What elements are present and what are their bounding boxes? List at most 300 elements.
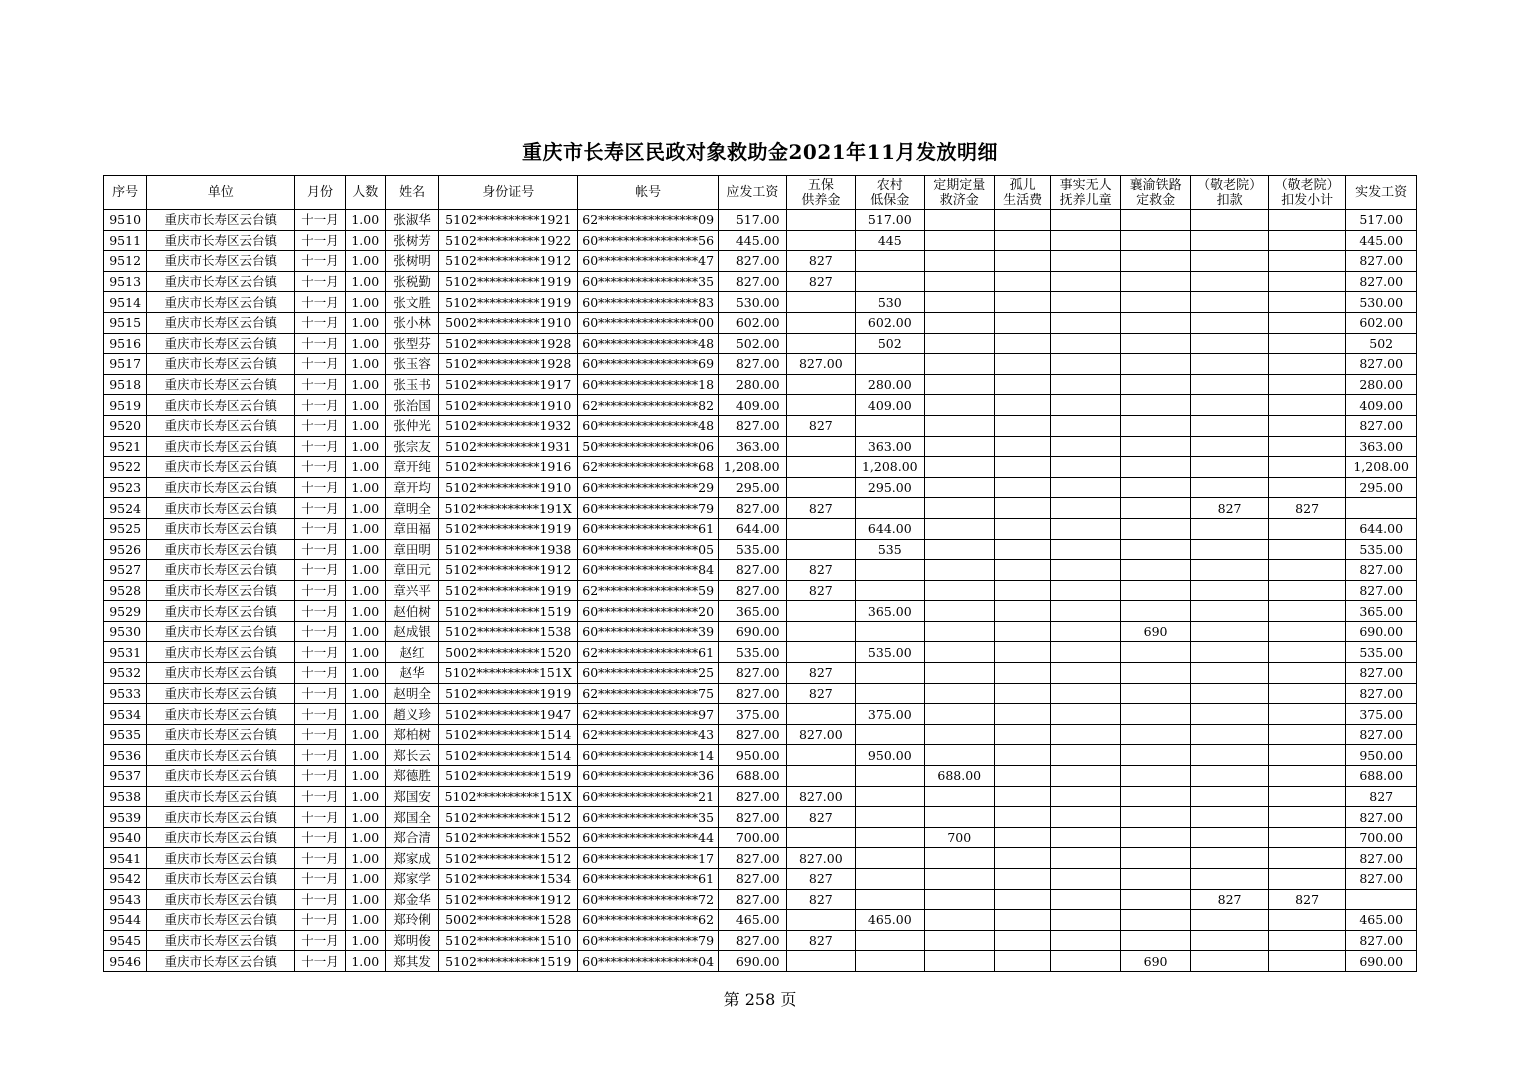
cell-jly-deduction [1191, 271, 1269, 292]
cell-dibao: 950.00 [856, 745, 924, 766]
cell-id-number: 5102**********1919 [439, 580, 578, 601]
cell-seq: 9535 [104, 724, 147, 745]
cell-name: 张税勤 [385, 271, 438, 292]
cell-guer [995, 827, 1051, 848]
cell-xiangyu [1120, 477, 1190, 498]
cell-count: 1.00 [345, 498, 385, 519]
cell-actual: 602.00 [1346, 312, 1417, 333]
cell-wubao: 827 [786, 889, 855, 910]
cell-month: 十一月 [295, 271, 345, 292]
cell-actual: 535.00 [1346, 539, 1417, 560]
cell-xiangyu [1120, 292, 1190, 313]
cell-account: 60****************35 [578, 271, 719, 292]
cell-shishi [1051, 560, 1120, 581]
cell-dibao [856, 889, 924, 910]
cell-unit: 重庆市长寿区云台镇 [147, 807, 295, 828]
cell-dibao [856, 786, 924, 807]
table-row [104, 539, 1417, 560]
cell-wubao [786, 230, 855, 251]
cell-month: 十一月 [295, 251, 345, 272]
cell-wubao [786, 601, 855, 622]
cell-payable: 644.00 [719, 518, 786, 539]
cell-account: 62****************09 [578, 210, 719, 231]
cell-count: 1.00 [345, 436, 385, 457]
cell-guer [995, 766, 1051, 787]
cell-account: 60****************21 [578, 786, 719, 807]
cell-name: 赵伯树 [385, 601, 438, 622]
cell-month: 十一月 [295, 518, 345, 539]
cell-jly-subtotal [1268, 724, 1346, 745]
cell-shishi [1051, 230, 1120, 251]
cell-jly-deduction [1191, 312, 1269, 333]
cell-payable: 465.00 [719, 910, 786, 931]
cell-payable: 827.00 [719, 889, 786, 910]
cell-actual: 827.00 [1346, 560, 1417, 581]
cell-count: 1.00 [345, 724, 385, 745]
cell-guer [995, 436, 1051, 457]
cell-month: 十一月 [295, 601, 345, 622]
cell-unit: 重庆市长寿区云台镇 [147, 621, 295, 642]
header-unit: 单位 [147, 176, 295, 210]
cell-seq: 9543 [104, 889, 147, 910]
cell-dibao: 517.00 [856, 210, 924, 231]
cell-xiangyu [1120, 498, 1190, 519]
cell-id-number: 5102**********1510 [439, 930, 578, 951]
cell-account: 60****************48 [578, 415, 719, 436]
header-dibao: 农村 低保金 [856, 176, 924, 210]
cell-name: 郑明俊 [385, 930, 438, 951]
cell-jly-deduction [1191, 827, 1269, 848]
cell-xiangyu [1120, 312, 1190, 333]
cell-actual: 827.00 [1346, 580, 1417, 601]
cell-name: 张小林 [385, 312, 438, 333]
cell-dingqi [924, 930, 994, 951]
cell-unit: 重庆市长寿区云台镇 [147, 560, 295, 581]
cell-xiangyu [1120, 930, 1190, 951]
cell-month: 十一月 [295, 930, 345, 951]
cell-seq: 9544 [104, 910, 147, 931]
cell-unit: 重庆市长寿区云台镇 [147, 457, 295, 478]
cell-seq: 9526 [104, 539, 147, 560]
cell-id-number: 5102**********1921 [439, 210, 578, 231]
cell-dibao [856, 807, 924, 828]
cell-dibao: 445 [856, 230, 924, 251]
cell-unit: 重庆市长寿区云台镇 [147, 539, 295, 560]
cell-unit: 重庆市长寿区云台镇 [147, 354, 295, 375]
header-dingqi: 定期定量 救济金 [924, 176, 994, 210]
table-row [104, 498, 1417, 519]
cell-seq: 9510 [104, 210, 147, 231]
cell-name: 郑其发 [385, 951, 438, 972]
cell-unit: 重庆市长寿区云台镇 [147, 518, 295, 539]
table-row [104, 210, 1417, 231]
cell-month: 十一月 [295, 395, 345, 416]
cell-name: 郑柏树 [385, 724, 438, 745]
cell-shishi [1051, 539, 1120, 560]
cell-account: 62****************68 [578, 457, 719, 478]
cell-seq: 9521 [104, 436, 147, 457]
cell-xiangyu [1120, 642, 1190, 663]
cell-jly-subtotal [1268, 312, 1346, 333]
cell-id-number: 5102**********1912 [439, 889, 578, 910]
cell-id-number: 5102**********1912 [439, 560, 578, 581]
cell-dibao [856, 621, 924, 642]
cell-name: 章明全 [385, 498, 438, 519]
table-row [104, 374, 1417, 395]
cell-jly-deduction [1191, 251, 1269, 272]
cell-month: 十一月 [295, 683, 345, 704]
cell-name: 郑玲俐 [385, 910, 438, 931]
cell-dibao [856, 580, 924, 601]
table-row [104, 745, 1417, 766]
cell-name: 张仲光 [385, 415, 438, 436]
cell-payable: 690.00 [719, 951, 786, 972]
cell-payable: 602.00 [719, 312, 786, 333]
cell-dingqi [924, 601, 994, 622]
cell-payable: 827.00 [719, 724, 786, 745]
cell-payable: 827.00 [719, 560, 786, 581]
cell-shishi [1051, 621, 1120, 642]
cell-shishi [1051, 766, 1120, 787]
cell-dibao: 602.00 [856, 312, 924, 333]
cell-unit: 重庆市长寿区云台镇 [147, 580, 295, 601]
cell-xiangyu [1120, 663, 1190, 684]
cell-seq: 9531 [104, 642, 147, 663]
cell-jly-deduction [1191, 766, 1269, 787]
cell-month: 十一月 [295, 498, 345, 519]
cell-dingqi [924, 642, 994, 663]
table-row [104, 580, 1417, 601]
cell-actual: 445.00 [1346, 230, 1417, 251]
cell-account: 60****************79 [578, 498, 719, 519]
cell-month: 十一月 [295, 848, 345, 869]
cell-jly-deduction: 827 [1191, 498, 1269, 519]
cell-wubao: 827.00 [786, 354, 855, 375]
cell-dibao [856, 251, 924, 272]
cell-xiangyu [1120, 724, 1190, 745]
cell-unit: 重庆市长寿区云台镇 [147, 642, 295, 663]
cell-unit: 重庆市长寿区云台镇 [147, 930, 295, 951]
cell-count: 1.00 [345, 848, 385, 869]
cell-jly-deduction [1191, 786, 1269, 807]
table-row [104, 292, 1417, 313]
cell-account: 60****************72 [578, 889, 719, 910]
cell-actual: 827.00 [1346, 251, 1417, 272]
cell-seq: 9520 [104, 415, 147, 436]
cell-account: 62****************61 [578, 642, 719, 663]
cell-count: 1.00 [345, 518, 385, 539]
cell-unit: 重庆市长寿区云台镇 [147, 704, 295, 725]
cell-payable: 827.00 [719, 271, 786, 292]
cell-shishi [1051, 930, 1120, 951]
cell-actual: 690.00 [1346, 951, 1417, 972]
cell-wubao [786, 312, 855, 333]
cell-wubao [786, 457, 855, 478]
cell-account: 60****************18 [578, 374, 719, 395]
header-shishi: 事实无人 抚养儿童 [1051, 176, 1120, 210]
header-month: 月份 [295, 176, 345, 210]
cell-actual: 375.00 [1346, 704, 1417, 725]
cell-account: 60****************14 [578, 745, 719, 766]
cell-unit: 重庆市长寿区云台镇 [147, 374, 295, 395]
cell-jly-deduction [1191, 910, 1269, 931]
cell-xiangyu [1120, 436, 1190, 457]
cell-guer [995, 601, 1051, 622]
cell-payable: 445.00 [719, 230, 786, 251]
cell-account: 60****************29 [578, 477, 719, 498]
cell-unit: 重庆市长寿区云台镇 [147, 827, 295, 848]
cell-dingqi [924, 457, 994, 478]
cell-account: 60****************47 [578, 251, 719, 272]
cell-unit: 重庆市长寿区云台镇 [147, 786, 295, 807]
cell-payable: 363.00 [719, 436, 786, 457]
cell-seq: 9536 [104, 745, 147, 766]
cell-dingqi [924, 910, 994, 931]
cell-unit: 重庆市长寿区云台镇 [147, 683, 295, 704]
cell-id-number: 5102**********151X [439, 663, 578, 684]
cell-dibao [856, 930, 924, 951]
page-number: 第 258 页 [723, 990, 797, 1009]
cell-actual [1346, 889, 1417, 910]
cell-payable: 535.00 [719, 539, 786, 560]
cell-shishi [1051, 415, 1120, 436]
cell-jly-subtotal [1268, 560, 1346, 581]
cell-jly-deduction [1191, 292, 1269, 313]
table-row [104, 642, 1417, 663]
cell-actual: 827.00 [1346, 415, 1417, 436]
cell-dingqi [924, 271, 994, 292]
cell-guer [995, 642, 1051, 663]
cell-dibao: 530 [856, 292, 924, 313]
cell-guer [995, 539, 1051, 560]
cell-shishi [1051, 910, 1120, 931]
cell-count: 1.00 [345, 374, 385, 395]
cell-payable: 827.00 [719, 498, 786, 519]
cell-account: 60****************61 [578, 518, 719, 539]
cell-wubao [786, 539, 855, 560]
cell-jly-subtotal [1268, 910, 1346, 931]
cell-account: 60****************44 [578, 827, 719, 848]
cell-month: 十一月 [295, 539, 345, 560]
cell-id-number: 5102**********1931 [439, 436, 578, 457]
cell-jly-subtotal [1268, 354, 1346, 375]
cell-guer [995, 580, 1051, 601]
cell-payable: 950.00 [719, 745, 786, 766]
cell-dingqi [924, 848, 994, 869]
cell-account: 60****************83 [578, 292, 719, 313]
cell-shishi [1051, 210, 1120, 231]
cell-dibao: 365.00 [856, 601, 924, 622]
cell-name: 张玉书 [385, 374, 438, 395]
cell-payable: 502.00 [719, 333, 786, 354]
cell-xiangyu [1120, 766, 1190, 787]
cell-jly-subtotal [1268, 786, 1346, 807]
cell-name: 郑合清 [385, 827, 438, 848]
table-row [104, 457, 1417, 478]
cell-seq: 9537 [104, 766, 147, 787]
cell-id-number: 5102**********1919 [439, 271, 578, 292]
cell-month: 十一月 [295, 724, 345, 745]
cell-month: 十一月 [295, 766, 345, 787]
cell-actual: 1,208.00 [1346, 457, 1417, 478]
cell-account: 60****************61 [578, 869, 719, 890]
cell-dibao: 535.00 [856, 642, 924, 663]
cell-dingqi [924, 210, 994, 231]
cell-seq: 9532 [104, 663, 147, 684]
cell-xiangyu [1120, 395, 1190, 416]
cell-dingqi [924, 621, 994, 642]
cell-jly-subtotal [1268, 457, 1346, 478]
cell-month: 十一月 [295, 621, 345, 642]
cell-dingqi [924, 807, 994, 828]
cell-payable: 827.00 [719, 663, 786, 684]
cell-name: 张文胜 [385, 292, 438, 313]
cell-wubao [786, 704, 855, 725]
cell-jly-deduction [1191, 230, 1269, 251]
table-row [104, 827, 1417, 848]
cell-seq: 9523 [104, 477, 147, 498]
cell-dingqi [924, 415, 994, 436]
header-guer: 孤儿 生活费 [995, 176, 1051, 210]
cell-dingqi [924, 786, 994, 807]
cell-unit: 重庆市长寿区云台镇 [147, 745, 295, 766]
cell-wubao [786, 374, 855, 395]
cell-dingqi [924, 889, 994, 910]
cell-month: 十一月 [295, 807, 345, 828]
cell-seq: 9512 [104, 251, 147, 272]
table-row [104, 807, 1417, 828]
cell-jly-subtotal [1268, 539, 1346, 560]
cell-id-number: 5102**********1519 [439, 951, 578, 972]
cell-wubao: 827 [786, 560, 855, 581]
cell-guer [995, 518, 1051, 539]
table-row [104, 704, 1417, 725]
cell-count: 1.00 [345, 827, 385, 848]
cell-shishi [1051, 745, 1120, 766]
cell-dingqi [924, 683, 994, 704]
cell-xiangyu: 690 [1120, 951, 1190, 972]
cell-payable: 295.00 [719, 477, 786, 498]
cell-name: 赵成银 [385, 621, 438, 642]
cell-shishi [1051, 251, 1120, 272]
cell-count: 1.00 [345, 621, 385, 642]
cell-dibao [856, 415, 924, 436]
cell-guer [995, 292, 1051, 313]
cell-dingqi [924, 477, 994, 498]
cell-shishi [1051, 807, 1120, 828]
cell-jly-deduction: 827 [1191, 889, 1269, 910]
cell-dingqi [924, 436, 994, 457]
cell-shishi [1051, 354, 1120, 375]
cell-payable: 827.00 [719, 930, 786, 951]
cell-unit: 重庆市长寿区云台镇 [147, 415, 295, 436]
cell-unit: 重庆市长寿区云台镇 [147, 663, 295, 684]
cell-shishi [1051, 827, 1120, 848]
cell-id-number: 5102**********1910 [439, 395, 578, 416]
cell-shishi [1051, 374, 1120, 395]
table-row [104, 724, 1417, 745]
cell-shishi [1051, 601, 1120, 622]
cell-payable: 690.00 [719, 621, 786, 642]
cell-wubao: 827 [786, 683, 855, 704]
cell-dibao [856, 560, 924, 581]
cell-xiangyu [1120, 745, 1190, 766]
cell-payable: 535.00 [719, 642, 786, 663]
cell-jly-deduction [1191, 415, 1269, 436]
cell-shishi [1051, 724, 1120, 745]
cell-seq: 9529 [104, 601, 147, 622]
cell-unit: 重庆市长寿区云台镇 [147, 724, 295, 745]
cell-seq: 9545 [104, 930, 147, 951]
cell-jly-subtotal [1268, 601, 1346, 622]
cell-id-number: 5102**********1912 [439, 251, 578, 272]
cell-jly-subtotal [1268, 477, 1346, 498]
cell-actual: 688.00 [1346, 766, 1417, 787]
cell-payable: 530.00 [719, 292, 786, 313]
cell-jly-subtotal [1268, 292, 1346, 313]
cell-account: 60****************48 [578, 333, 719, 354]
header-seq: 序号 [104, 176, 147, 210]
cell-unit: 重庆市长寿区云台镇 [147, 869, 295, 890]
cell-unit: 重庆市长寿区云台镇 [147, 951, 295, 972]
cell-id-number: 5102**********1538 [439, 621, 578, 642]
cell-jly-subtotal [1268, 869, 1346, 890]
cell-month: 十一月 [295, 210, 345, 231]
cell-month: 十一月 [295, 374, 345, 395]
cell-unit: 重庆市长寿区云台镇 [147, 312, 295, 333]
cell-jly-subtotal [1268, 663, 1346, 684]
table-row [104, 621, 1417, 642]
cell-unit: 重庆市长寿区云台镇 [147, 498, 295, 519]
cell-guer [995, 848, 1051, 869]
cell-name: 张树明 [385, 251, 438, 272]
cell-payable: 827.00 [719, 354, 786, 375]
cell-id-number: 5102**********1910 [439, 477, 578, 498]
cell-wubao: 827.00 [786, 724, 855, 745]
cell-name: 郑家成 [385, 848, 438, 869]
cell-xiangyu [1120, 415, 1190, 436]
cell-actual: 690.00 [1346, 621, 1417, 642]
cell-jly-deduction [1191, 560, 1269, 581]
cell-wubao: 827.00 [786, 786, 855, 807]
cell-payable: 827.00 [719, 786, 786, 807]
table-row [104, 683, 1417, 704]
cell-payable: 1,208.00 [719, 457, 786, 478]
cell-shishi [1051, 848, 1120, 869]
cell-name: 赵红 [385, 642, 438, 663]
cell-id-number: 5002**********1520 [439, 642, 578, 663]
cell-dibao [856, 766, 924, 787]
cell-seq: 9539 [104, 807, 147, 828]
cell-guer [995, 704, 1051, 725]
cell-wubao [786, 951, 855, 972]
cell-name: 张型芬 [385, 333, 438, 354]
cell-dingqi [924, 354, 994, 375]
cell-month: 十一月 [295, 230, 345, 251]
cell-name: 张树芳 [385, 230, 438, 251]
cell-seq: 9519 [104, 395, 147, 416]
cell-jly-subtotal [1268, 251, 1346, 272]
cell-actual: 827.00 [1346, 869, 1417, 890]
cell-month: 十一月 [295, 786, 345, 807]
cell-wubao: 827 [786, 869, 855, 890]
cell-jly-subtotal [1268, 580, 1346, 601]
cell-unit: 重庆市长寿区云台镇 [147, 601, 295, 622]
cell-shishi [1051, 786, 1120, 807]
cell-guer [995, 930, 1051, 951]
cell-jly-subtotal [1268, 683, 1346, 704]
cell-unit: 重庆市长寿区云台镇 [147, 210, 295, 231]
